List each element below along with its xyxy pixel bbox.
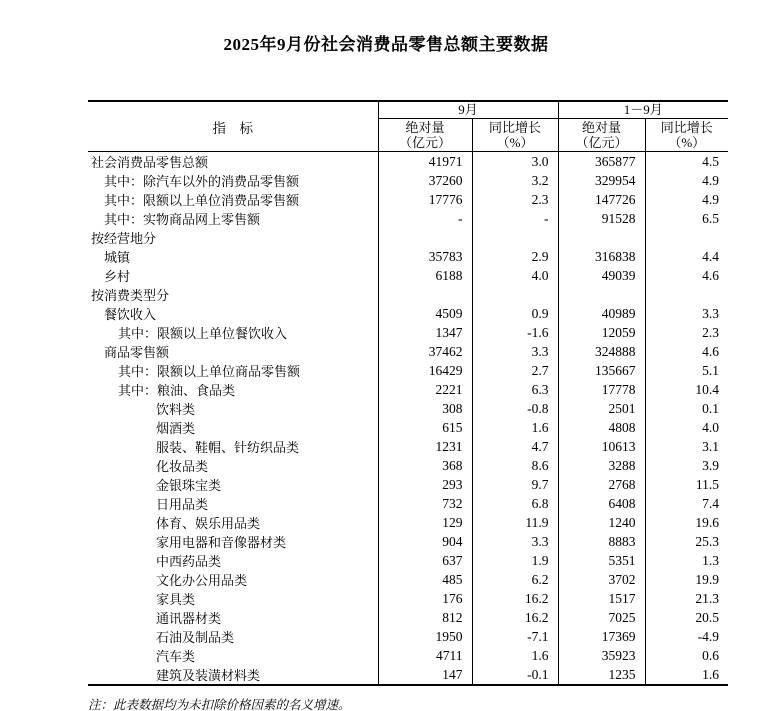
cum-growth-value: 10.4 [695, 381, 720, 397]
cum-absolute-value: 3702 [558, 570, 645, 589]
sep-absolute-value: 293 [378, 475, 472, 494]
sep-absolute-value: - [378, 209, 472, 228]
sep-absolute-value: 37260 [378, 171, 472, 190]
table-row [88, 304, 728, 323]
sep-growth-value: 1.9 [472, 551, 558, 570]
cum-absolute-value: 91528 [558, 209, 645, 228]
cum-absolute-value: 35923 [558, 646, 645, 665]
row-indicator-label: 城镇 [88, 247, 378, 266]
row-indicator-label: 其中：除汽车以外的消费品零售额 [88, 171, 378, 190]
table-row [88, 342, 728, 361]
row-indicator-label: 日用品类 [88, 494, 378, 513]
cum-absolute-value: 135667 [558, 361, 645, 380]
sep-growth-value: -0.1 [472, 665, 558, 685]
col-header-jan-sep: 1－9月 [558, 101, 728, 119]
table-row [88, 456, 728, 475]
table-row [88, 589, 728, 608]
table-row [88, 437, 728, 456]
cum-growth-value: 0.1 [702, 400, 720, 416]
cum-absolute-value: 3288 [558, 456, 645, 475]
row-indicator-label: 其中：粮油、食品类 [88, 380, 378, 399]
cum-absolute-value: 6408 [558, 494, 645, 513]
growth-label-line2: （%） [496, 135, 534, 150]
row-indicator-label: 餐饮收入 [88, 304, 378, 323]
cum-growth-value: 4.6 [702, 343, 720, 359]
col-header-cum-absolute [558, 119, 645, 152]
sep-growth-value: 16.2 [472, 608, 558, 627]
sep-growth-value: 1.6 [472, 646, 558, 665]
growth-label-line1: 同比增长 [660, 120, 713, 135]
table-row [88, 627, 728, 646]
row-indicator-label: 通讯器材类 [88, 608, 378, 627]
table-row [88, 247, 728, 266]
cum-growth-value: 20.5 [695, 609, 720, 625]
absolute-label-line2: （亿元） [398, 135, 451, 150]
row-indicator-label: 其中：实物商品网上零售额 [88, 209, 378, 228]
row-indicator-label: 建筑及装潢材料类 [88, 665, 378, 685]
sep-absolute-value: 732 [378, 494, 472, 513]
table-row [88, 361, 728, 380]
sep-absolute-value: 904 [378, 532, 472, 551]
cum-absolute-value: 365877 [558, 152, 645, 172]
cum-absolute-value: 17369 [558, 627, 645, 646]
table-row [88, 532, 728, 551]
cum-absolute-value: 17778 [558, 380, 645, 399]
sep-growth-value: 6.2 [472, 570, 558, 589]
absolute-label-line2: （亿元） [575, 135, 628, 150]
cum-absolute-value: 4808 [558, 418, 645, 437]
row-indicator-label: 乡村 [88, 266, 378, 285]
table-row [88, 190, 728, 209]
sep-growth-value: 2.9 [472, 247, 558, 266]
sep-growth-value [472, 285, 558, 304]
row-indicator-label: 家具类 [88, 589, 378, 608]
cum-growth-value: 2.3 [702, 324, 720, 340]
cum-absolute-value: 1240 [558, 513, 645, 532]
absolute-label-line1: 绝对量 [582, 120, 622, 135]
header-row-groups [88, 101, 728, 119]
cum-absolute-value: 1517 [558, 589, 645, 608]
cum-absolute-value: 49039 [558, 266, 645, 285]
cum-absolute-value [558, 285, 645, 304]
retail-sales-table [88, 100, 728, 686]
sep-absolute-value: 615 [378, 418, 472, 437]
row-indicator-label: 其中：限额以上单位商品零售额 [88, 361, 378, 380]
table-row [88, 399, 728, 418]
cum-growth-value: 3.1 [702, 438, 720, 454]
row-indicator-label: 饮料类 [88, 399, 378, 418]
table-row [88, 475, 728, 494]
row-indicator-label: 化妆品类 [88, 456, 378, 475]
cum-growth-value: -4.9 [697, 628, 720, 644]
sep-growth-value: 16.2 [472, 589, 558, 608]
cum-absolute-value: 1235 [558, 665, 645, 685]
table-row [88, 323, 728, 342]
cum-absolute-value [558, 228, 645, 247]
cum-growth-value: 1.6 [702, 666, 720, 682]
sep-absolute-value: 637 [378, 551, 472, 570]
sep-growth-value: 1.6 [472, 418, 558, 437]
sep-growth-value: - [472, 209, 558, 228]
sep-growth-value: 4.0 [472, 266, 558, 285]
cum-absolute-value: 5351 [558, 551, 645, 570]
row-indicator-label: 石油及制品类 [88, 627, 378, 646]
sep-absolute-value: 308 [378, 399, 472, 418]
col-header-indicator: 指 标 [88, 101, 378, 152]
row-indicator-label: 商品零售额 [88, 342, 378, 361]
cum-growth-value: 6.5 [702, 210, 720, 226]
table-row [88, 380, 728, 399]
sep-absolute-value: 37462 [378, 342, 472, 361]
cum-absolute-value: 2501 [558, 399, 645, 418]
sep-growth-value: 0.9 [472, 304, 558, 323]
table-row [88, 152, 728, 172]
cum-growth-value: 1.3 [702, 552, 720, 568]
sep-growth-value: 11.9 [472, 513, 558, 532]
cum-growth-value: 25.3 [695, 533, 720, 549]
cum-growth-value: 4.5 [702, 153, 720, 169]
sep-absolute-value [378, 285, 472, 304]
row-indicator-label: 其中：限额以上单位消费品零售额 [88, 190, 378, 209]
table-row [88, 266, 728, 285]
sep-absolute-value: 812 [378, 608, 472, 627]
table-row [88, 551, 728, 570]
cum-absolute-value: 40989 [558, 304, 645, 323]
table-row [88, 646, 728, 665]
row-indicator-label: 汽车类 [88, 646, 378, 665]
row-indicator-label: 按消费类型分 [88, 285, 378, 304]
table-row [88, 513, 728, 532]
sep-absolute-value: 176 [378, 589, 472, 608]
sep-growth-value: 2.7 [472, 361, 558, 380]
cum-growth-value: 4.9 [702, 191, 720, 207]
cum-absolute-value: 147726 [558, 190, 645, 209]
sep-absolute-value: 35783 [378, 247, 472, 266]
cum-growth-value: 19.6 [695, 514, 720, 530]
footnote: 注：此表数据均为未扣除价格因素的名义增速。 [88, 698, 351, 711]
cum-growth-value: 21.3 [695, 590, 720, 606]
col-header-cum-growth [645, 119, 728, 152]
sep-growth-value: 8.6 [472, 456, 558, 475]
sep-absolute-value: 1950 [378, 627, 472, 646]
cum-growth-value: 19.9 [695, 571, 720, 587]
sep-absolute-value: 6188 [378, 266, 472, 285]
cum-absolute-value: 329954 [558, 171, 645, 190]
cum-absolute-value: 8883 [558, 532, 645, 551]
col-header-september: 9月 [378, 101, 558, 119]
sep-growth-value [472, 228, 558, 247]
table-row [88, 494, 728, 513]
table-row [88, 228, 728, 247]
sep-growth-value: 3.3 [472, 532, 558, 551]
cum-growth-value: 11.5 [695, 476, 720, 492]
cum-growth-value [645, 228, 728, 247]
sep-absolute-value: 16429 [378, 361, 472, 380]
table-header [88, 101, 728, 152]
cum-growth-value: 7.4 [702, 495, 720, 511]
row-indicator-label: 按经营地分 [88, 228, 378, 247]
sep-absolute-value: 2221 [378, 380, 472, 399]
cum-growth-value: 4.9 [702, 172, 720, 188]
row-indicator-label: 服装、鞋帽、针纺织品类 [88, 437, 378, 456]
sep-growth-value: 6.3 [472, 380, 558, 399]
sep-absolute-value: 147 [378, 665, 472, 685]
sep-absolute-value: 17776 [378, 190, 472, 209]
page-title: 2025年9月份社会消费品零售总额主要数据 [223, 35, 549, 54]
sep-growth-value: 3.3 [472, 342, 558, 361]
cum-absolute-value: 324888 [558, 342, 645, 361]
cum-growth-value: 4.0 [702, 419, 720, 435]
cum-growth-value: 4.4 [702, 248, 720, 264]
cum-absolute-value: 316838 [558, 247, 645, 266]
table-row [88, 418, 728, 437]
cum-absolute-value: 7025 [558, 608, 645, 627]
sep-absolute-value: 4509 [378, 304, 472, 323]
sep-absolute-value: 41971 [378, 152, 472, 172]
sep-absolute-value: 485 [378, 570, 472, 589]
cum-growth-value: 3.9 [702, 457, 720, 473]
table-row [88, 171, 728, 190]
sep-absolute-value: 1231 [378, 437, 472, 456]
sep-growth-value: -1.6 [472, 323, 558, 342]
row-indicator-label: 社会消费品零售总额 [88, 152, 378, 172]
cum-growth-value: 5.1 [702, 362, 720, 378]
table-row [88, 209, 728, 228]
cum-absolute-value: 10613 [558, 437, 645, 456]
row-indicator-label: 金银珠宝类 [88, 475, 378, 494]
cum-growth-value: 4.6 [702, 267, 720, 283]
cum-absolute-value: 12059 [558, 323, 645, 342]
row-indicator-label: 体育、娱乐用品类 [88, 513, 378, 532]
cum-growth-value [645, 285, 728, 304]
sep-growth-value: -0.8 [472, 399, 558, 418]
row-indicator-label: 烟酒类 [88, 418, 378, 437]
sep-growth-value: 3.0 [472, 152, 558, 172]
absolute-label-line1: 绝对量 [405, 120, 445, 135]
sep-absolute-value: 4711 [378, 646, 472, 665]
sep-growth-value: 4.7 [472, 437, 558, 456]
growth-label-line2: （%） [668, 135, 706, 150]
sep-absolute-value: 129 [378, 513, 472, 532]
row-indicator-label: 文化办公用品类 [88, 570, 378, 589]
sep-absolute-value: 1347 [378, 323, 472, 342]
sep-absolute-value [378, 228, 472, 247]
cum-growth-value: 3.3 [702, 305, 720, 321]
col-header-sep-growth [472, 119, 558, 152]
table-row [88, 570, 728, 589]
growth-label-line1: 同比增长 [489, 120, 542, 135]
col-header-sep-absolute [378, 119, 472, 152]
sep-growth-value: -7.1 [472, 627, 558, 646]
cum-absolute-value: 2768 [558, 475, 645, 494]
table-row [88, 608, 728, 627]
table-body [88, 152, 728, 686]
cum-growth-value: 0.6 [702, 647, 720, 663]
row-indicator-label: 家用电器和音像器材类 [88, 532, 378, 551]
sep-growth-value: 6.8 [472, 494, 558, 513]
sep-growth-value: 3.2 [472, 171, 558, 190]
row-indicator-label: 其中：限额以上单位餐饮收入 [88, 323, 378, 342]
table-row [88, 665, 728, 685]
sep-absolute-value: 368 [378, 456, 472, 475]
sep-growth-value: 9.7 [472, 475, 558, 494]
sep-growth-value: 2.3 [472, 190, 558, 209]
table-row [88, 285, 728, 304]
row-indicator-label: 中西药品类 [88, 551, 378, 570]
